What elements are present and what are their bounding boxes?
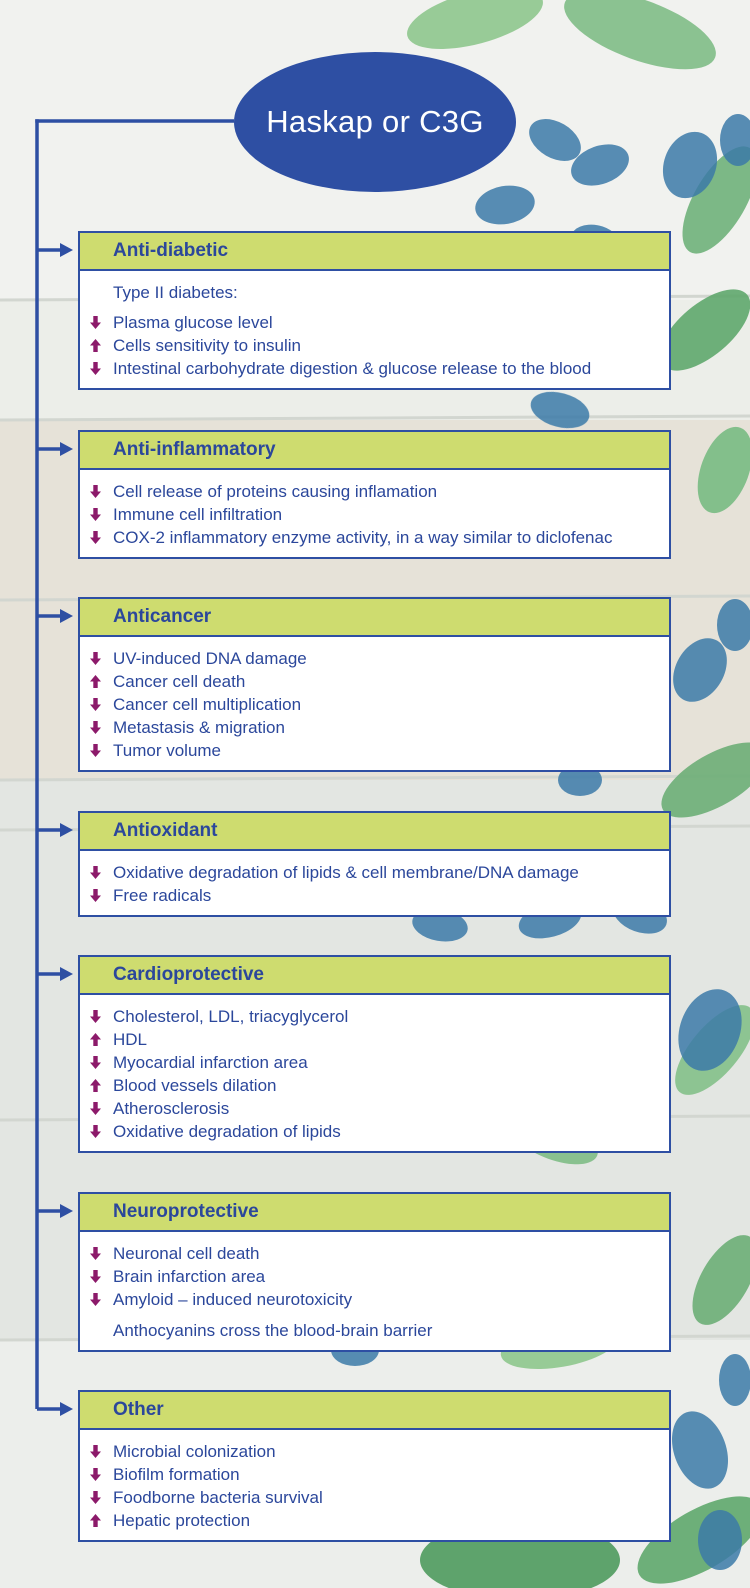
arrow-down-icon [90,744,113,757]
arrow-down-icon [90,508,113,521]
effect-item [90,480,661,503]
category-title: Neuroprotective [80,1194,669,1232]
effect-text: Myocardial infarction area [113,1052,308,1072]
effect-item [90,334,661,357]
arrow-down-icon [90,1010,113,1023]
arrow-down-icon [90,1293,113,1306]
effect-item [90,1074,661,1097]
connector-arrowhead [60,442,73,456]
arrow-up-icon [90,339,113,352]
effect-item [90,647,661,670]
title-text: Haskap or C3G [266,104,484,139]
effect-text: Immune cell infiltration [113,504,283,524]
category-body [80,470,669,557]
arrow-up-icon [90,675,113,688]
connector-arrowhead [60,967,73,981]
effect-text: Free radicals [113,885,212,905]
effect-item [90,1005,661,1028]
category-title: Anticancer [80,599,669,637]
effect-text: Neuronal cell death [113,1243,260,1263]
connector-arrowhead [60,609,73,623]
category-card-other [78,1390,671,1542]
arrow-up-icon [90,1514,113,1527]
effect-item [90,693,661,716]
effect-text: Amyloid – induced neurotoxicity [113,1289,353,1309]
connector-arrowhead [60,1402,73,1416]
arrow-down-icon [90,698,113,711]
category-card-cardioprotective [78,955,671,1153]
arrow-down-icon [90,1125,113,1138]
category-body [80,1232,669,1350]
category-body [80,271,669,388]
effect-item [90,1486,661,1509]
category-body [80,1430,669,1540]
category-card-anti-inflammatory [78,430,671,559]
effect-text: Tumor volume [113,740,222,760]
arrow-down-icon [90,1247,113,1260]
category-footnote: Anthocyanins cross the blood-brain barrier [113,1321,433,1340]
effect-text: Hepatic protection [113,1510,251,1530]
category-title: Anti-diabetic [80,233,669,271]
effect-text: HDL [113,1029,148,1049]
effect-text: Cancer cell multiplication [113,694,302,714]
effect-text: Atherosclerosis [113,1098,230,1118]
connector-arrowhead [60,823,73,837]
effect-text: Oxidative degradation of lipids & cell membrane/DNA damage [113,862,579,882]
effect-item [90,1509,661,1532]
effect-text: Metastasis & migration [113,717,285,737]
effect-text: COX-2 inflammatory enzyme activity, in a way similar to diclofenac [113,527,613,547]
effect-text: Blood vessels dilation [113,1075,277,1095]
arrow-down-icon [90,1102,113,1115]
effect-text: Cell release of proteins causing inflamation [113,481,438,501]
effect-item [90,311,661,334]
effect-text: Brain infarction area [113,1266,266,1286]
arrow-down-icon [90,531,113,544]
category-card-antioxidant [78,811,671,917]
category-card-neuroprotective [78,1192,671,1352]
arrow-down-icon [90,1491,113,1504]
effect-item [90,1288,661,1311]
category-body [80,995,669,1151]
effect-item [90,884,661,907]
title-oval [234,52,516,192]
category-note: Type II diabetes: [113,283,238,302]
effect-text: Intestinal carbohydrate digestion & glucose release to the blood [113,358,592,378]
effect-item [90,861,661,884]
effect-item [90,526,661,549]
category-body [80,851,669,915]
effect-text: Cancer cell death [113,671,246,691]
effect-item [90,503,661,526]
effect-text: Plasma glucose level [113,312,273,332]
category-title: Antioxidant [80,813,669,851]
category-title: Other [80,1392,669,1430]
arrow-down-icon [90,721,113,734]
arrow-down-icon [90,316,113,329]
effect-item [90,1097,661,1120]
category-title: Anti-inflammatory [80,432,669,470]
effect-text: Oxidative degradation of lipids [113,1121,341,1141]
category-card-anticancer [78,597,671,772]
effect-text: UV-induced DNA damage [113,648,307,668]
effect-item [90,1440,661,1463]
connector-arrowhead [60,1204,73,1218]
effect-item [90,1265,661,1288]
arrow-up-icon [90,1079,113,1092]
effect-text: Biofilm formation [113,1464,240,1484]
arrow-up-icon [90,1033,113,1046]
effect-item [90,357,661,380]
effect-item [90,1051,661,1074]
arrow-down-icon [90,866,113,879]
effect-text: Cells sensitivity to insulin [113,335,302,355]
arrow-down-icon [90,1056,113,1069]
arrow-down-icon [90,485,113,498]
effect-item [90,716,661,739]
arrow-down-icon [90,1468,113,1481]
effect-text: Cholesterol, LDL, triacyglycerol [113,1006,349,1026]
effect-text: Foodborne bacteria survival [113,1487,323,1507]
arrow-down-icon [90,1445,113,1458]
arrow-down-icon [90,652,113,665]
effect-item [90,1028,661,1051]
effect-item [90,1120,661,1143]
category-card-anti-diabetic [78,231,671,390]
effect-item [90,739,661,762]
effect-text: Microbial colonization [113,1441,276,1461]
category-title: Cardioprotective [80,957,669,995]
connector-arrowhead [60,243,73,257]
effect-item [90,1463,661,1486]
effect-item [90,670,661,693]
arrow-down-icon [90,1270,113,1283]
effect-item [90,1242,661,1265]
arrow-down-icon [90,889,113,902]
arrow-down-icon [90,362,113,375]
category-body [80,637,669,770]
